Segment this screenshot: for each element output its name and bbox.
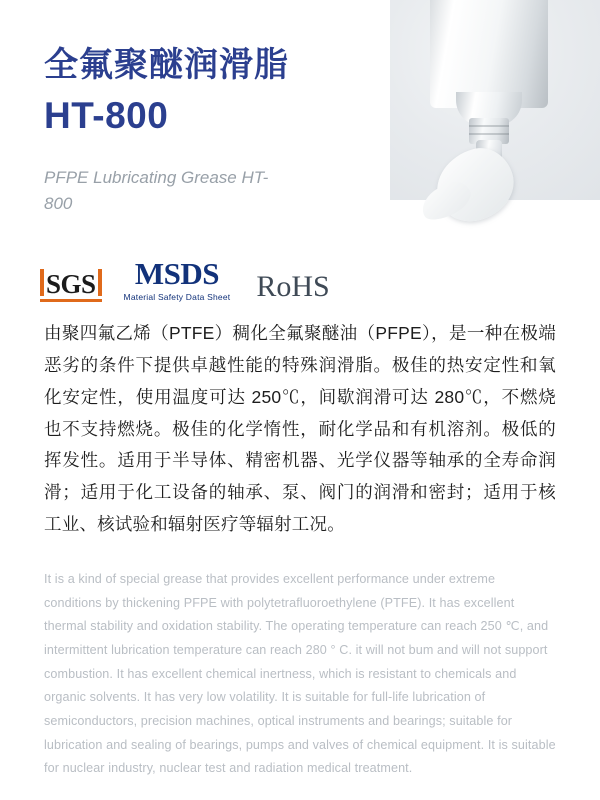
product-model: HT-800	[44, 94, 169, 136]
msds-label: MSDS	[134, 256, 219, 291]
rohs-icon	[256, 272, 329, 302]
sgs-right-bar	[98, 269, 102, 296]
sgs-icon	[44, 269, 98, 302]
description-english: It is a kind of special grease that provides excellent performance under extreme conditions by thickening PFPE with polytetrafluoroethylene (PTFE). It has excellent thermal stability and oxidation stability. The operating temperature can reach 250 ℃, and intermittent lubrication temperature can reach 280 ° C. it will not bum and will not support combustion. It has excellent chemical inertness, which is resistant to chemicals and organic solvents. It has very low volatility. It is suitable for full-life lubrication of semiconductors, precision machines, optical instruments and bearings; suitable for lubrication and sealing of bearings, pumps and valves of chemical equipment. It is suitable for nuclear industry, nuclear test and radiation medical treatment.	[44, 572, 556, 776]
certification-logos	[44, 258, 330, 302]
page-title: 全氟聚醚润滑脂	[44, 46, 289, 84]
description-chinese: 由聚四氟乙烯（PTFE）稠化全氟聚醚油（PFPE），是一种在极端恶劣的条件下提供卓越性能的特殊润滑脂。极佳的热安定性和氧化安定性，使用温度可达 250℃，间歇润滑可达 280℃，不燃烧也不支持燃烧。极佳的化学惰性，耐化学品和有机溶剂。极低的挥发性。适用于半导体、精密机器、光学仪器等轴承的全寿命润滑；适用于化工设备的轴承、泵、阀门的润滑和密封；适用于核工业、核试验和辐射医疗等辐射工况。	[44, 323, 556, 535]
msds-icon	[124, 258, 231, 302]
sgs-label: SGS	[46, 269, 96, 299]
msds-sublabel: Material Safety Data Sheet	[123, 292, 231, 302]
rohs-label: RoHS	[256, 270, 330, 303]
title-block	[44, 44, 289, 218]
subtitle-english: PFPE Lubricating Grease HT-800	[44, 167, 269, 214]
sgs-underline	[40, 299, 102, 302]
product-photo	[390, 0, 600, 230]
sgs-left-bar	[40, 269, 44, 296]
